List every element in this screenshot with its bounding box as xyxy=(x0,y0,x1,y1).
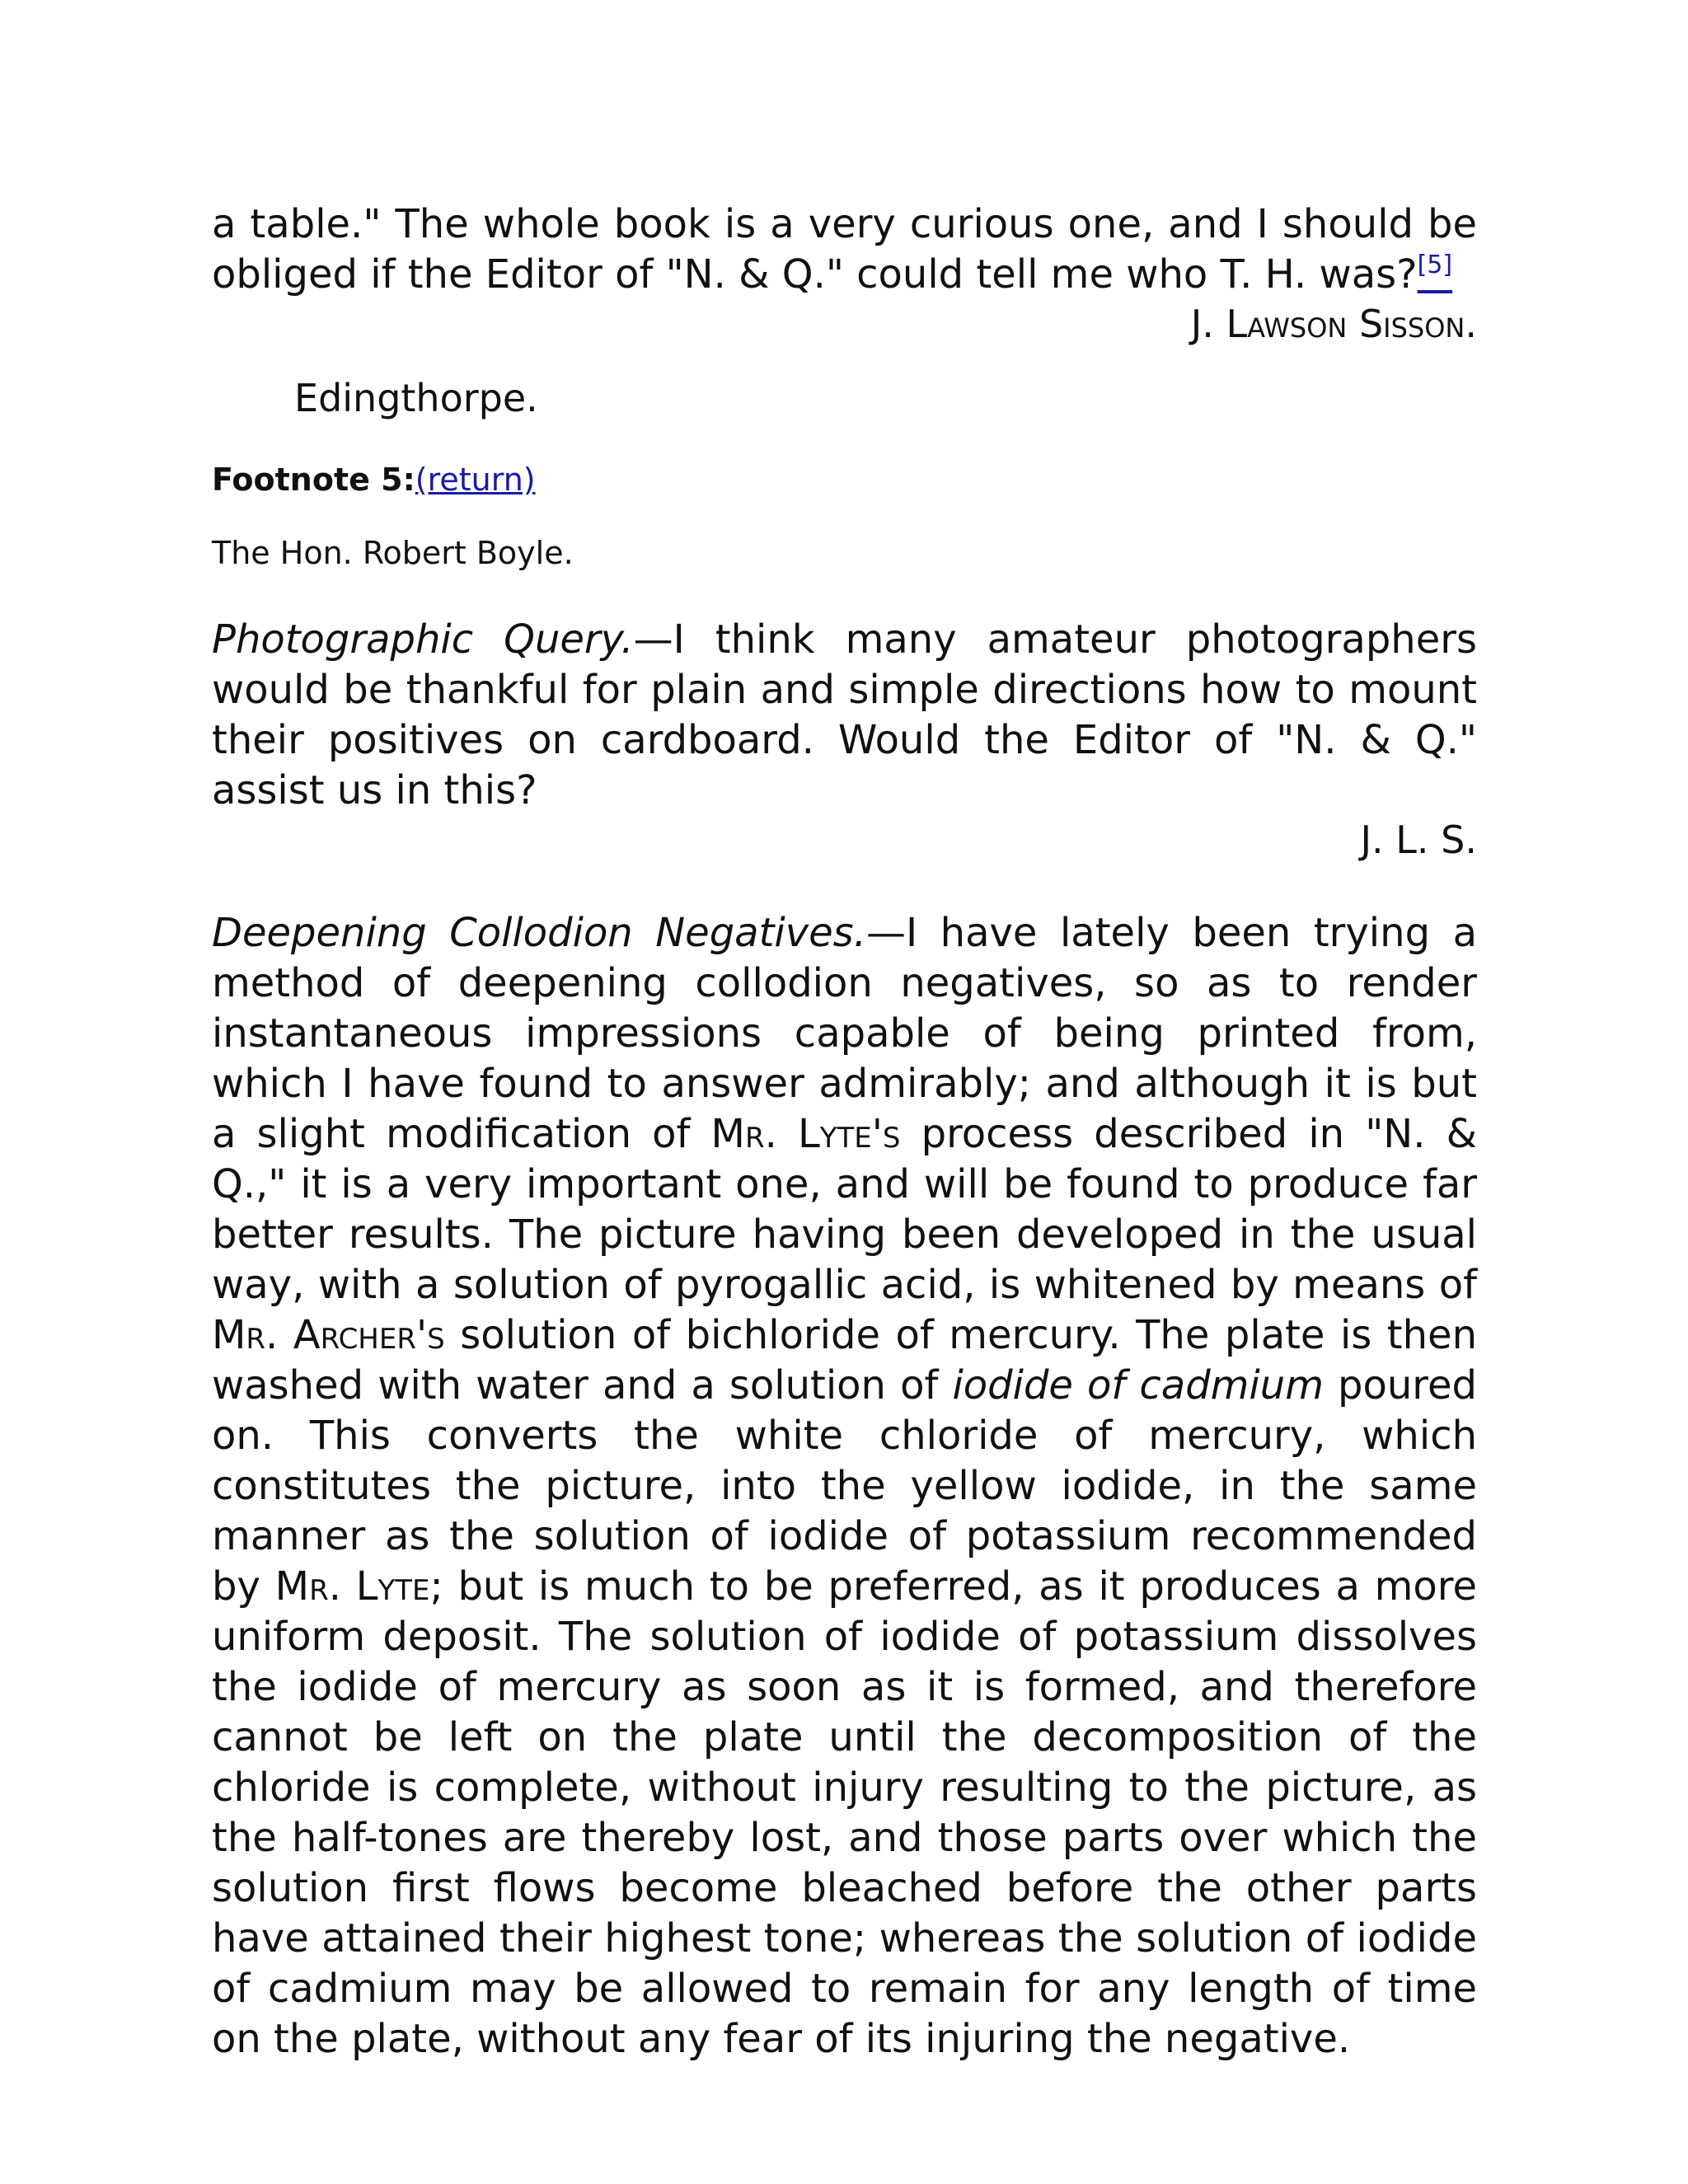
collodion-text-5: ; but is much to be preferred, as it produces a more uniform deposit. The solution of iodide of potassium dissolves the iodide of mercury as soon as it is formed, and therefore cannot be left on the plate until the decomposition of the chloride is complete, without injury resulting to the picture, as the half-tones are thereby lost, and those parts over which the solution first flows become bleached before the other parts have attained their highest tone; whereas the solution of iodide of cadmium may be allowed to remain for any length of time on the plate, without any fear of its injuring the negative. xyxy=(212,1563,1478,2062)
footnote-return-link[interactable]: (return) xyxy=(415,462,536,498)
name-mr-lyte-2: Mr. Lyte xyxy=(274,1563,430,1610)
footnote-heading xyxy=(212,459,1477,500)
collodion-text-3: solution of bichloride of mercury. The plate is then washed with water and a solution of xyxy=(212,1312,1477,1408)
name-mr-lyte-1: Mr. Lyte's xyxy=(710,1111,901,1157)
place-name: Edingthorpe. xyxy=(294,376,538,420)
photographic-query-text: —I think many amateur photographers would be thankful for plain and simple directions how to mount their positives on cardboard. Would the Editor of "N. & Q." assist us in this? xyxy=(212,616,1477,813)
footnote-text: The Hon. Robert Boyle. xyxy=(212,535,574,571)
signature-jls: J. L. S. xyxy=(1360,818,1477,862)
collodion-text-1: —I have lately been trying a method of deepening collodion negatives, so as to render instantaneous impressions capable of being printed from, which I have found to answer admirably; and although it is but a slight modification of xyxy=(212,910,1477,1157)
document-page xyxy=(212,199,1477,2064)
name-mr-archer: Mr. Archer's xyxy=(212,1312,445,1358)
iodide-of-cadmium: iodide of cadmium xyxy=(952,1362,1324,1408)
photographic-query-title: Photographic Query. xyxy=(212,616,634,663)
collodion-text-4: poured on. This converts the white chloride of mercury, which constitutes the picture, into the yellow iodide, in the same manner as the solution of iodide of potassium recommended by xyxy=(212,1362,1477,1610)
collodion-title: Deepening Collodion Negatives. xyxy=(212,910,866,956)
intro-text: a table." The whole book is a very curious one, and I should be obliged if the Editor of "N. & Q." could tell me who T. H. was? xyxy=(212,201,1477,298)
footnote-ref: [5] xyxy=(1417,251,1453,279)
photographic-query-paragraph xyxy=(212,615,1477,816)
footnote-label: Footnote 5: xyxy=(212,462,415,498)
signature-sisson: J. Lawson Sisson. xyxy=(1190,302,1477,346)
collodion-text-2: process described in "N. & Q.," it is a very important one, and will be found to produce far better results. The picture having been developed in the usual way, with a solution of pyrogallic acid, is whitened by means of xyxy=(212,1111,1478,1308)
footnote-ref-link[interactable] xyxy=(1418,251,1453,298)
collodion-paragraph xyxy=(212,908,1477,2064)
intro-paragraph xyxy=(212,199,1477,300)
